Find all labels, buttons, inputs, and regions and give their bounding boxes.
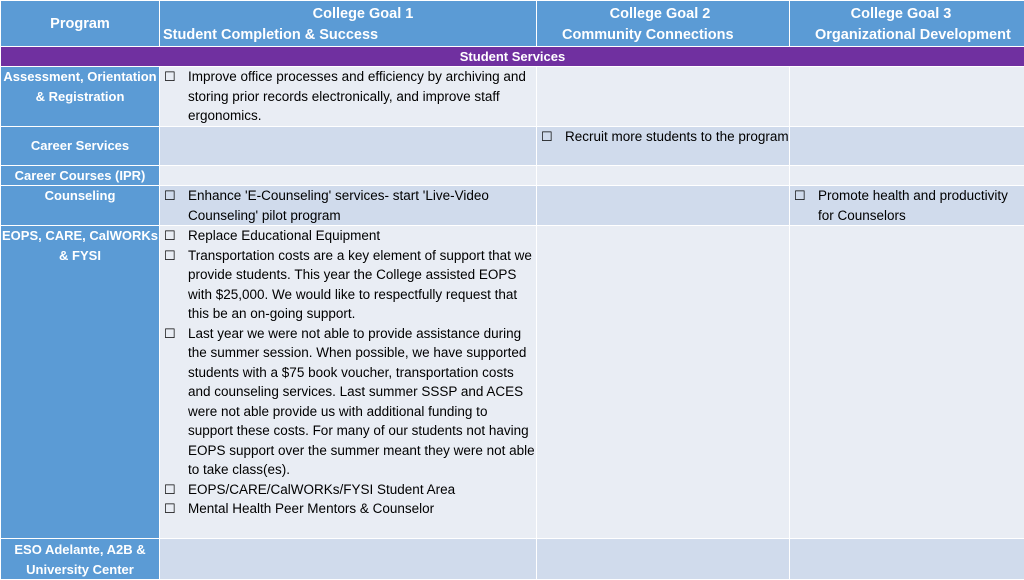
checkbox-icon: ☐ xyxy=(160,480,188,500)
list-item xyxy=(160,226,536,246)
list-item xyxy=(160,499,536,519)
section-title: Student Services xyxy=(1,47,1024,67)
program-cell: Counseling xyxy=(1,186,160,226)
item-text: Mental Health Peer Mentors & Counselor xyxy=(188,499,536,519)
checkbox-icon: ☐ xyxy=(160,186,188,225)
goal3-header xyxy=(790,1,1024,47)
goal2-cell xyxy=(537,226,790,539)
goal1-cell xyxy=(160,539,537,580)
goal1-cell xyxy=(160,186,537,226)
program-cell: Career Courses (IPR) xyxy=(1,165,160,186)
table-row xyxy=(1,539,1024,580)
checkbox-icon: ☐ xyxy=(160,499,188,519)
goal3-cell xyxy=(790,539,1024,580)
list-item xyxy=(160,480,536,500)
checkbox-icon: ☐ xyxy=(160,324,188,480)
checkbox-icon: ☐ xyxy=(160,226,188,246)
goal1-subtitle: Student Completion & Success xyxy=(160,25,536,46)
table-row xyxy=(1,186,1024,226)
goal2-cell xyxy=(537,186,790,226)
goal2-header xyxy=(537,1,790,47)
list-item xyxy=(160,324,536,480)
goal2-cell xyxy=(537,165,790,186)
item-text: Promote health and productivity for Counselors xyxy=(818,186,1024,225)
table-row xyxy=(1,126,1024,165)
goal2-cell xyxy=(537,67,790,127)
item-text: Improve office processes and efficiency by archiving and storing prior records electronically, and improve staff ergonomics. xyxy=(188,67,536,126)
list-item xyxy=(790,186,1024,225)
table-row xyxy=(1,165,1024,186)
program-label: ESO Adelante, A2B & University Center xyxy=(14,542,145,577)
goal1-cell xyxy=(160,226,537,539)
list-item xyxy=(160,246,536,324)
goal3-cell xyxy=(790,226,1024,539)
checkbox-icon: ☐ xyxy=(537,127,565,147)
item-text: Enhance 'E-Counseling' services- start 'Live-Video Counseling' pilot program xyxy=(188,186,536,225)
section-row xyxy=(1,47,1024,67)
goal1-cell xyxy=(160,165,537,186)
header-row xyxy=(1,1,1024,47)
program-cell: EOPS, CARE, CalWORKs & FYSI xyxy=(1,226,160,539)
list-item xyxy=(160,67,536,126)
goal1-title: College Goal 1 xyxy=(160,4,536,25)
goal3-cell xyxy=(790,126,1024,165)
checkbox-icon: ☐ xyxy=(160,246,188,324)
goal1-cell xyxy=(160,126,537,165)
table-row xyxy=(1,226,1024,539)
program-cell xyxy=(1,126,160,165)
goal3-cell xyxy=(790,186,1024,226)
checkbox-icon: ☐ xyxy=(790,186,818,225)
goal2-subtitle: Community Connections xyxy=(537,25,789,46)
goal2-cell xyxy=(537,539,790,580)
item-text: EOPS/CARE/CalWORKs/FYSI Student Area xyxy=(188,480,536,500)
goal1-cell xyxy=(160,67,537,127)
goal2-cell xyxy=(537,126,790,165)
list-item xyxy=(537,127,789,147)
item-text: Last year we were not able to provide assistance during the summer session. When possible, we have supported students with a $75 book voucher, transportation costs and counseling services. Last summer SSSP and ACES were not able provide us with additional funding to support these costs. For many of our students not having EOPS support over the summer meant they were not able to take class(es). xyxy=(188,324,536,480)
program-header xyxy=(1,1,160,47)
goal3-subtitle: Organizational Development xyxy=(790,25,1024,46)
program-cell xyxy=(1,539,160,580)
program-cell: Assessment, Orientation & Registration xyxy=(1,67,160,127)
item-text: Transportation costs are a key element of support that we provide students. This year the College assisted EOPS with $25,000. We would like to respectfully request that this be an on-going support. xyxy=(188,246,536,324)
program-label: Career Services xyxy=(31,138,129,153)
goal2-title: College Goal 2 xyxy=(537,4,789,25)
program-header-label: Program xyxy=(50,16,110,32)
goal1-header xyxy=(160,1,537,47)
table-row xyxy=(1,67,1024,127)
list-item xyxy=(160,186,536,225)
item-text: Replace Educational Equipment xyxy=(188,226,536,246)
goal3-cell xyxy=(790,67,1024,127)
item-text: Recruit more students to the program xyxy=(565,127,789,147)
goal3-title: College Goal 3 xyxy=(790,4,1024,25)
checkbox-icon: ☐ xyxy=(160,67,188,126)
goal3-cell xyxy=(790,165,1024,186)
